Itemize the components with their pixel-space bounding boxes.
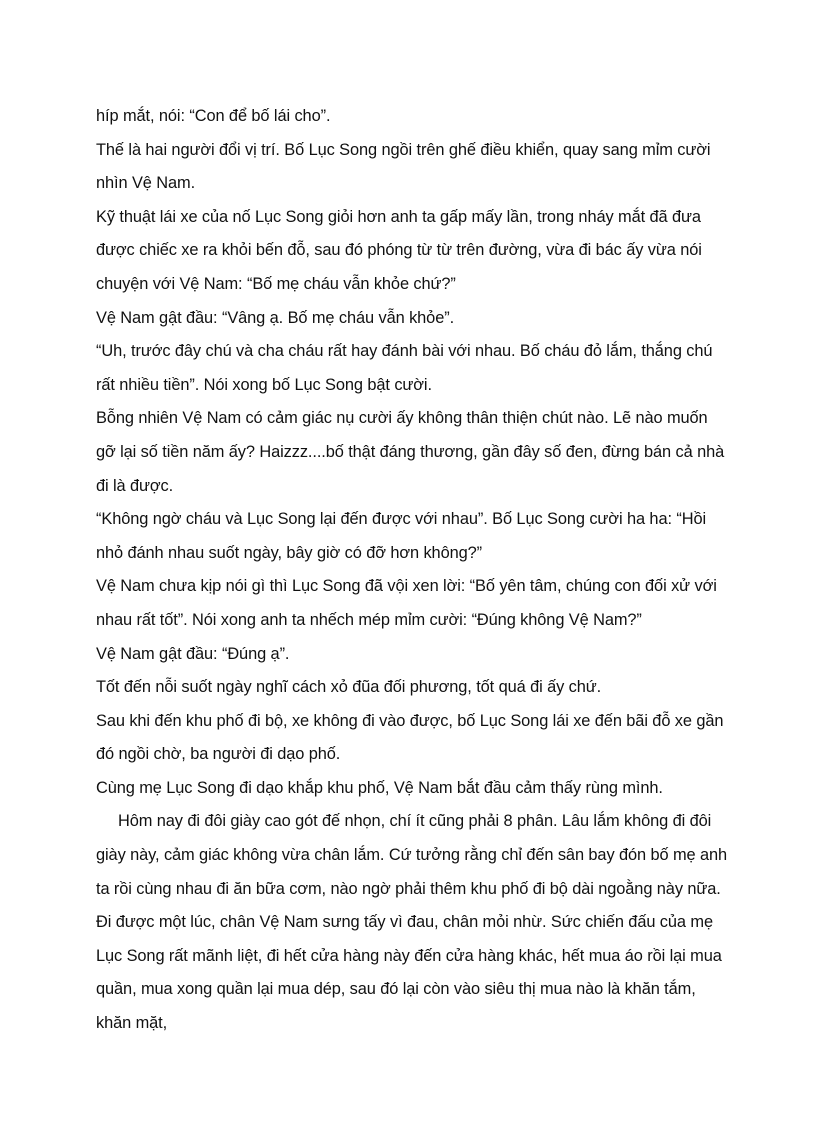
paragraph: Kỹ thuật lái xe của nố Lục Song giỏi hơn anh ta gấp mấy lần, trong nháy mắt đã đưa được chiếc xe ra khỏi bến đỗ, sau đó phóng từ từ trên đường, vừa đi bác ấy vừa nói chuyện với Vệ Nam: “Bố mẹ cháu vẫn khỏe chứ?” bbox=[96, 207, 702, 293]
paragraph: “Không ngờ cháu và Lục Song lại đến được với nhau”. Bố Lục Song cười ha ha: “Hồi nhỏ đánh nhau suốt ngày, bây giờ có đỡ hơn không?” bbox=[96, 510, 707, 562]
paragraph: Hôm nay đi đôi giày cao gót đế nhọn, chí ít cũng phải 8 phân. Lâu lắm không đi đôi giày này, cảm giác không vừa chân lắm. Cứ tưởng rằng chỉ đến sân bay đón bố mẹ anh ta rồi cùng nhau đi ăn bữa cơm, nào ngờ phải thêm khu phố đi bộ dài ngoằng này nữa. Đi được một lúc, chân Vệ Nam sưng tấy vì đau, chân mỏi nhừ. Sức chiến đấu của mẹ Lục Song rất mãnh liệt, đi hết cửa hàng này đến cửa hàng khác, hết mua áo rồi lại mua quần, mua xong quần lại mua dép, sau đó lại còn vào siêu thị mua nào là khăn tắm, khăn mặt, bbox=[96, 812, 728, 1033]
paragraph: Thế là hai người đổi vị trí. Bố Lục Song ngồi trên ghế điều khiển, quay sang mỉm cười nhìn Vệ Nam. bbox=[96, 140, 711, 193]
paragraph: Sau khi đến khu phố đi bộ, xe không đi vào được, bố Lục Song lái xe đến bãi đỗ xe gần đó ngồi chờ, ba người đi dạo phố. bbox=[96, 711, 724, 764]
paragraph: “Uh, trước đây chú và cha cháu rất hay đánh bài với nhau. Bố cháu đỏ lắm, thắng chú rất nhiều tiền”. Nói xong bố Lục Song bật cười. bbox=[96, 342, 713, 394]
paragraph: híp mắt, nói: “Con để bố lái cho”. bbox=[96, 107, 331, 125]
paragraph: Tốt đến nỗi suốt ngày nghĩ cách xỏ đũa đối phương, tốt quá đi ấy chứ. bbox=[96, 678, 602, 697]
body-text bbox=[96, 100, 728, 1041]
paragraph: Vệ Nam chưa kịp nói gì thì Lục Song đã vội xen lời: “Bố yên tâm, chúng con đối xử với nhau rất tốt”. Nói xong anh ta nhếch mép mỉm cười: “Đúng không Vệ Nam?” bbox=[96, 577, 717, 629]
paragraph: Cùng mẹ Lục Song đi dạo khắp khu phố, Vệ Nam bắt đầu cảm thấy rùng mình. bbox=[96, 778, 663, 797]
paragraph: Vệ Nam gật đầu: “Vâng ạ. Bố mẹ cháu vẫn khỏe”. bbox=[96, 308, 455, 327]
paragraph: Vệ Nam gật đầu: “Đúng ạ”. bbox=[96, 644, 290, 663]
paragraph: Bỗng nhiên Vệ Nam có cảm giác nụ cười ấy không thân thiện chút nào. Lẽ nào muốn gỡ lại số tiền năm ấy? Haizzz....bố thật đáng thương, gần đây số đen, đừng bán cả nhà đi là được. bbox=[96, 409, 725, 495]
